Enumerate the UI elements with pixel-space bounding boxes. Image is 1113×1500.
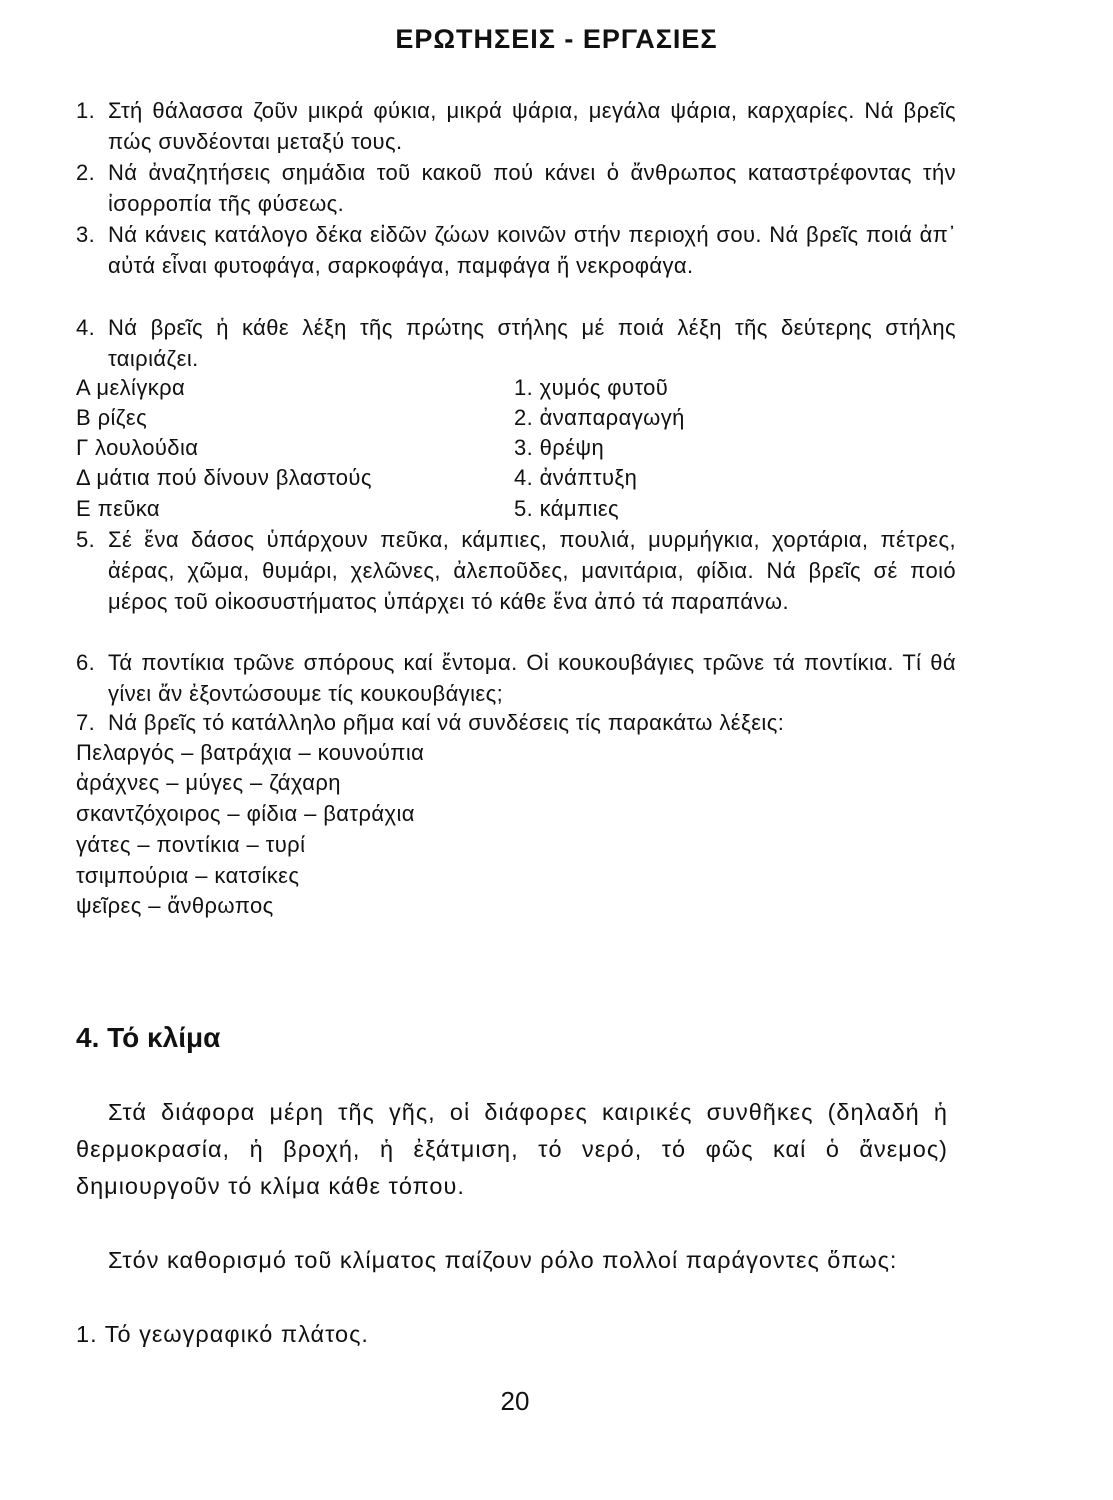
word-group: σκαντζόχοιρος – φίδια – βατράχια — [76, 801, 415, 826]
question-2 — [76, 157, 956, 219]
page-title: ΕΡΩΤΗΣΕΙΣ - ΕΡΓΑΣΙΕΣ — [395, 24, 718, 54]
paragraph-text: Στόν καθορισμό τοῦ κλίματος παίζουν ρόλο πολλοί παράγοντες ὅπως: — [108, 1247, 898, 1273]
question-text: Νά ἀναζητήσεις σημάδια τοῦ κακοῦ πού κάνει ὁ ἄνθρωπος καταστρέφοντας τήν ἰσορροπία τῆς φύσεως. — [108, 160, 956, 216]
question-text: Σέ ἕνα δάσος ὑπάρχουν πεῦκα, κάμπιες, πουλιά, μυρμήγκια, χορτάρια, πέτρες, ἀέρας, χῶμα, θυμάρι, χελῶνες, ἀλεποῦδες, μανιτάρια, φίδια. Νά βρεῖς σέ ποιό μέρος τοῦ οἰκοσυστήματος ὑπάρχει τό κάθε ἕνα ἀπό τά παραπάνω. — [108, 527, 956, 614]
matching-row — [76, 493, 956, 524]
question-6 — [76, 647, 956, 709]
word-group: γάτες – ποντίκια – τυρί — [76, 832, 306, 857]
matching-row — [76, 432, 956, 463]
question-number: 7. — [76, 710, 96, 735]
question-3 — [76, 219, 956, 281]
matching-row — [76, 372, 956, 403]
section-heading: 4. Τό κλίμα — [76, 1022, 221, 1053]
matching-left: Γ λουλούδια — [76, 435, 199, 460]
question-7 — [76, 707, 956, 738]
question-number: 5. — [76, 527, 96, 552]
question-1 — [76, 95, 956, 157]
matching-left: Δ μάτια πού δίνουν βλαστούς — [76, 465, 372, 490]
question-number: 3. — [76, 222, 96, 247]
question-number: 4. — [76, 315, 96, 340]
paragraph — [76, 1094, 948, 1205]
question-text: Τά ποντίκια τρῶνε σπόρους καί ἔντομα. Οἱ κουκουβάγιες τρῶνε τά ποντίκια. Τί θά γίνει ἄν ἐξοντώσουμε τίς κουκουβάγιες; — [108, 650, 956, 706]
matching-left: Ε πεῦκα — [76, 496, 161, 521]
question-text: Νά βρεῖς τό κατάλληλο ρῆμα καί νά συνδέσεις τίς παρακάτω λέξεις: — [108, 710, 785, 735]
word-group: ψεῖρες – ἄνθρωπος — [76, 893, 274, 918]
question-text: Νά κάνεις κατάλογο δέκα εἰδῶν ζώων κοινῶν στήν περιοχή σου. Νά βρεῖς ποιά ἀπ᾿ αὐτά εἶναι φυτοφάγα, σαρκοφάγα, παμφάγα ἤ νεκροφάγα. — [108, 222, 956, 278]
paragraph-text: Στά διάφορα μέρη τῆς γῆς, οἱ διάφορες καιρικές συνθῆκες (δηλαδή ἡ θερμοκρασία, ἡ βροχή, ἡ ἐξάτμιση, τό νερό, τό φῶς καί ὁ ἄνεμος) δημιουργοῦν τό κλίμα κάθε τόπου. — [76, 1099, 948, 1199]
question-5 — [76, 524, 956, 617]
question-text: Στή θάλασσα ζοῦν μικρά φύκια, μικρά ψάρια, μεγάλα ψάρια, καρχαρίες. Νά βρεῖς πώς συνδέονται μεταξύ τους. — [108, 98, 956, 154]
paragraph — [76, 1242, 948, 1279]
question-number: 1. — [76, 98, 96, 123]
page-number: 20 — [500, 1386, 530, 1416]
question-number: 2. — [76, 160, 96, 185]
matching-right: 1. χυμός φυτοῦ — [514, 375, 669, 400]
question-4 — [76, 312, 956, 374]
matching-right: 3. θρέψη — [514, 435, 605, 460]
list-item: 1. Τό γεωγραφικό πλάτος. — [76, 1321, 369, 1347]
matching-right: 5. κάμπιες — [514, 496, 620, 521]
matching-left: Α μελίγκρα — [76, 375, 186, 400]
word-group: Πελαργός – βατράχια – κουνούπια — [76, 740, 425, 765]
matching-left: Β ρίζες — [76, 405, 148, 430]
question-number: 6. — [76, 650, 96, 675]
matching-right: 4. ἀνάπτυξη — [514, 465, 638, 490]
matching-row — [76, 402, 956, 433]
word-group: τσιμπούρια – κατσίκες — [76, 863, 300, 888]
matching-right: 2. ἀναπαραγωγή — [514, 405, 685, 430]
matching-row — [76, 462, 956, 493]
question-text: Νά βρεῖς ἡ κάθε λέξη τῆς πρώτης στήλης μέ ποιά λέξη τῆς δεύτερης στήλης ταιριάζει. — [108, 315, 956, 371]
word-group: ἀράχνες – μύγες – ζάχαρη — [76, 770, 341, 795]
